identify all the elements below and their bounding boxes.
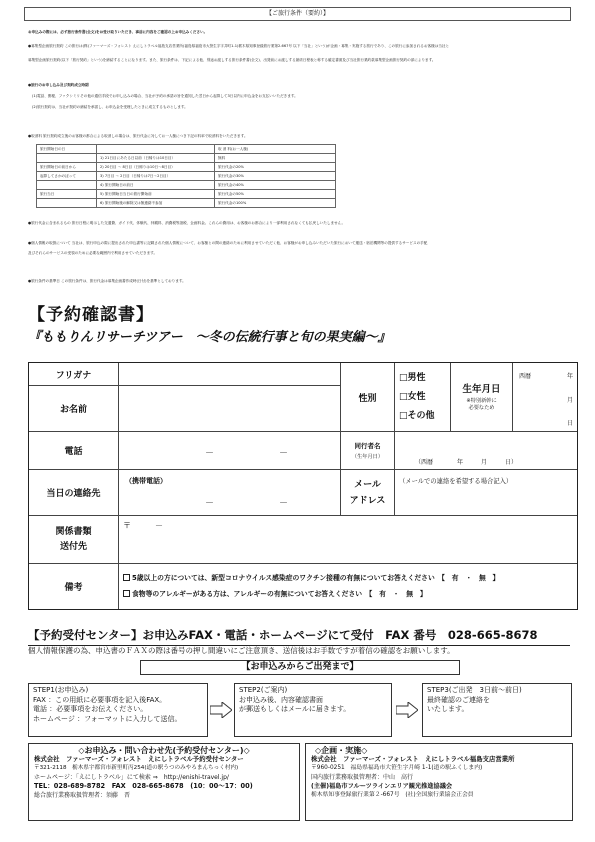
- mobile-label: （携帯電話）: [125, 477, 167, 485]
- organizer-company: 株式会社 ファーマーズ・フォレスト えにしトラベル福島支店営業所: [311, 755, 515, 763]
- cancel-cell: 4) 旅行開始日の前日: [97, 181, 215, 190]
- mail-note: （メールでの連絡を希望する場合記入）: [399, 478, 513, 485]
- organizer-manager: 国内旅行業務取扱管理者：中山 高行: [311, 774, 414, 781]
- flow-title: 【お申込みからご出発まで】: [140, 660, 460, 675]
- companion-date: （西暦 年 月 日）: [415, 459, 518, 466]
- mobile-dash-2: －: [279, 499, 289, 509]
- name-input[interactable]: [119, 386, 341, 432]
- step-3-line: いたします。: [427, 705, 469, 713]
- cancel-cell: 旅行代金の50%: [215, 190, 336, 199]
- page-title: 【予約確認書】: [28, 305, 154, 325]
- cancel-header-1: 旅行開始日の日: [37, 145, 97, 154]
- doc-dest-input[interactable]: [119, 516, 577, 564]
- cancel-header-2: 取 消 料(お一人様): [215, 145, 336, 154]
- gender-male[interactable]: □男性: [399, 373, 426, 383]
- cancel-cell: [37, 181, 97, 190]
- cancel-cell: 旅行代金の20%: [215, 163, 336, 172]
- contact-web[interactable]: ホームページ：「えにしトラベル」にて検索 ⇒ http://enishi-travel.jp/: [34, 774, 229, 781]
- doc-dest-label: 関係書類: [55, 526, 92, 537]
- furigana-input[interactable]: [119, 363, 341, 386]
- step-1-title: STEP1(お申込み): [33, 686, 89, 694]
- step-1: [28, 683, 208, 737]
- mail-input[interactable]: [395, 470, 577, 516]
- name-label: お名前: [29, 386, 119, 432]
- doc-dest-label-2: 送付先: [59, 541, 87, 552]
- cancel-cell: 2) 20日目 ～ 8日目（日帰りは10日～8日目）: [97, 163, 215, 172]
- terms-intro: お申込みの際には、必ず旅行条件書(全文)をお受け取りいただき、事前に内容をご確認の上お申込みください。: [28, 30, 208, 34]
- step-2-line: お申込み後、内容確認書面: [239, 695, 323, 704]
- terms-payment-1: (1)電話、郵便、ファクシミリその他の通信手段でお申し込みの場合、当社が予約の承諾の旨を通知した翌日から起算して3日以内に申込金をお支払いいただきます。: [32, 94, 298, 98]
- terms-basis: ●旅行条件の基準日 この旅行条件は、旅行代金は募集企画書作成時(日付)を基準としております。: [28, 279, 186, 283]
- checkbox-allergy[interactable]: [123, 590, 130, 597]
- contact-tel-fax: TEL：028-689-8782 FAX 028-665-8678 (10：00～17：00): [34, 782, 253, 790]
- contact-box-heading: ◇お申込み・問い合わせ先(予約受付センター)◇: [78, 746, 250, 755]
- terms-organizer: ●募集型企画旅行契約 この旅行は(株)ファーマーズ・フォレスト えにしトラベル福島支店営業所(福島県福島市大笹生字宇井町1-1)栃木県知事登録旅行業第2-667号 以下「当社」という)が企画・募集・実施する旅行であり、この旅行に参加されるお客様は当社と: [28, 44, 450, 48]
- step-1-line: 電話 ：必要事項をお伝えください。: [33, 705, 148, 713]
- step-3-line: 最終確認のご連絡を: [427, 695, 490, 704]
- companion-input[interactable]: [395, 432, 577, 470]
- phone-label: 電話: [29, 432, 119, 470]
- mobile-dash-1: －: [205, 499, 215, 509]
- step-2: [234, 683, 392, 737]
- cancel-cell: 1) 21日目にあたる日以前（日帰りは10日目）: [97, 154, 215, 163]
- companion-label: 同行者名: [354, 442, 381, 450]
- companion-birth-label: （生年月日）: [351, 454, 384, 460]
- phone-dash-2: －: [279, 449, 289, 459]
- gender-options[interactable]: [395, 363, 451, 432]
- cancel-cell: 無料: [215, 154, 336, 163]
- cancel-cell: 3) 7日目 ～ 2日目（日帰りは7日～2日目）: [97, 172, 215, 181]
- birth-input[interactable]: [513, 363, 577, 432]
- step-2-line: が郵送もしくはメールに届きます。: [239, 705, 351, 713]
- arrow-right-icon: [210, 702, 232, 718]
- organizer-registration: 栃木県知事登録旅行業第２-667号 (社)全国旅行業協会正会員: [311, 792, 474, 798]
- doc-dest-label-cell: [29, 516, 119, 564]
- cancellation-table: [36, 144, 336, 208]
- birth-label: 生年月日: [462, 384, 501, 395]
- checkbox-vaccine[interactable]: [123, 574, 130, 581]
- cancel-cell: 5) 旅行開始日当日の旅行開始前: [97, 190, 215, 199]
- step-3-title: STEP3(ご出発 3日前～前日): [427, 686, 522, 694]
- tour-name: 『ももりんリサーチツアー ～冬の伝統行事と旬の果実編～』: [28, 330, 391, 345]
- step-3: [422, 683, 572, 737]
- gender-female[interactable]: □女性: [399, 392, 426, 402]
- cancel-cell: 旅行代金の100%: [215, 199, 336, 208]
- cancel-cell: 起算してさかのぼって: [37, 172, 97, 181]
- cancel-cell: 旅行代金の30%: [215, 172, 336, 181]
- birth-year: 年: [566, 373, 573, 380]
- cancel-cell: [37, 199, 97, 208]
- cancel-cell: [37, 154, 97, 163]
- organizer-address: 〒960-0251 福島県福島市大笹生字月崎 1-1(道の駅ふくしま内): [311, 765, 483, 771]
- privacy-note: 個人情報保護の為、申込書のＦＡＸの際は番号の押し間違いにご注意頂き、送信後はお手数ですが着信の確認をお願いします。: [28, 646, 455, 655]
- contact-box: [28, 743, 300, 821]
- contact-company: 株式会社 ファーマーズ・フォレスト えにしトラベル予約受付センター: [34, 755, 244, 763]
- birth-note: ※特別新幹に 必要なため: [466, 398, 497, 411]
- mail-address-label: アドレス: [349, 495, 386, 506]
- notes-label: 備考: [29, 564, 119, 609]
- notes-area: [119, 564, 577, 609]
- terms-cancel-head: ●取消料 旅行契約成立後のお客様の都合による取消しの場合は、旅行代金に対してお一人様につき下記の料率で取消料をいただきます。: [28, 134, 248, 138]
- furigana-label: フリガナ: [29, 363, 119, 386]
- reservation-form: [28, 362, 578, 610]
- terms-payment-2: (2)旅行契約は、当社が契約の締結を承諾し、お申込金を受理したときに成立するものとします。: [32, 105, 188, 109]
- note-vaccine: 5歳以上の方については、新型コロナウイルス感染症のワクチン接種の有無についてお答えください 【 有 ・ 無 】: [132, 574, 500, 582]
- reservation-center-banner: 【予約受付センター】お申込みFAX・電話・ホームページにて受付 FAX 番号 028-665-8678: [28, 627, 570, 646]
- gender-label: 性別: [341, 363, 395, 432]
- step-2-title: STEP2(ご案内): [239, 686, 288, 694]
- step-1-line: FAX ：この用紙に必要事項を記入後FAX。: [33, 695, 167, 704]
- organizer-box: [305, 743, 573, 821]
- birth-month: 月: [566, 397, 573, 404]
- birth-day: 日: [566, 420, 573, 427]
- terms-title: 【ご旅行条件（要約）】: [24, 7, 571, 21]
- note-allergy: 食物等のアレルギーがある方は、アレルギーの有無についてお答えください 【 有 ・ 無 】: [132, 590, 427, 598]
- contact-label: 当日の連絡先: [29, 470, 119, 516]
- arrow-right-icon: [396, 702, 418, 718]
- cancel-cell: 旅行当日: [37, 190, 97, 199]
- birth-label-cell: [451, 363, 513, 432]
- terms-included: ●旅行代金に含まれるもの 旅行日程に明示した交通費、ガイド代、体験代、拝観料、消費税等諸税、企画料金。これらの費用は、お客様のお都合により一部利用されなくても払戻しいたしません。: [28, 221, 346, 225]
- contact-manager: 総合旅行業務取扱管理者：須藤 晋: [34, 792, 131, 799]
- mail-label: メール: [354, 479, 381, 490]
- contact-address: 〒321-2118 栃木県宇都宮市新里町丙254(道の駅うつのみやろまんちっく村内): [34, 765, 239, 771]
- contact-input[interactable]: [119, 470, 341, 516]
- terms-organizer-2: 募集型企画旅行契約(以下「旅行契約」という)を締結することになります。また、旅行条件は、下記による他、別途お渡しする旅行条件書(全文)、出発前にお渡しする最終日程表と称する確定書面及び当社旅行業約款募集型企画旅行契約の部によります。: [28, 58, 436, 62]
- birth-era: 西暦: [519, 373, 532, 380]
- step-1-line: ホームページ ：フォーマットに入力して送信。: [33, 714, 182, 723]
- phone-input[interactable]: [119, 432, 341, 470]
- cancel-cell: 旅行開始日の前日から: [37, 163, 97, 172]
- companion-label-cell: [341, 432, 395, 470]
- terms-personal-2: 及びそれらのサービスの受領のために必要な範囲内で利用させていただきます。: [28, 251, 158, 255]
- terms-personal-1: ●個人情報の取扱について 当社は、旅行申込の際に提出された申込書等に記載された個人情報について、お客様との間の連絡のために利用させていただく他、お客様がお申し込みいただいた旅行において運送・宿泊機関等の提供するサービスの手配: [28, 241, 428, 245]
- gender-other[interactable]: □その他: [399, 411, 435, 421]
- mail-label-cell: [341, 470, 395, 516]
- phone-dash-1: －: [205, 449, 215, 459]
- cancel-cell: 旅行代金の40%: [215, 181, 336, 190]
- organizer-box-heading: ◇企画・実施◇: [315, 746, 368, 755]
- terms-payment-head: ●旅行のお申し込み及び契約成立時期: [28, 83, 89, 87]
- cancel-cell: 6) 旅行開始後の解除又は無連絡不参加: [97, 199, 215, 208]
- postal-code: 〒 －: [123, 521, 163, 530]
- organizer-host: (主催)福島市フルーツラインエリア観光推進協議会: [311, 783, 453, 790]
